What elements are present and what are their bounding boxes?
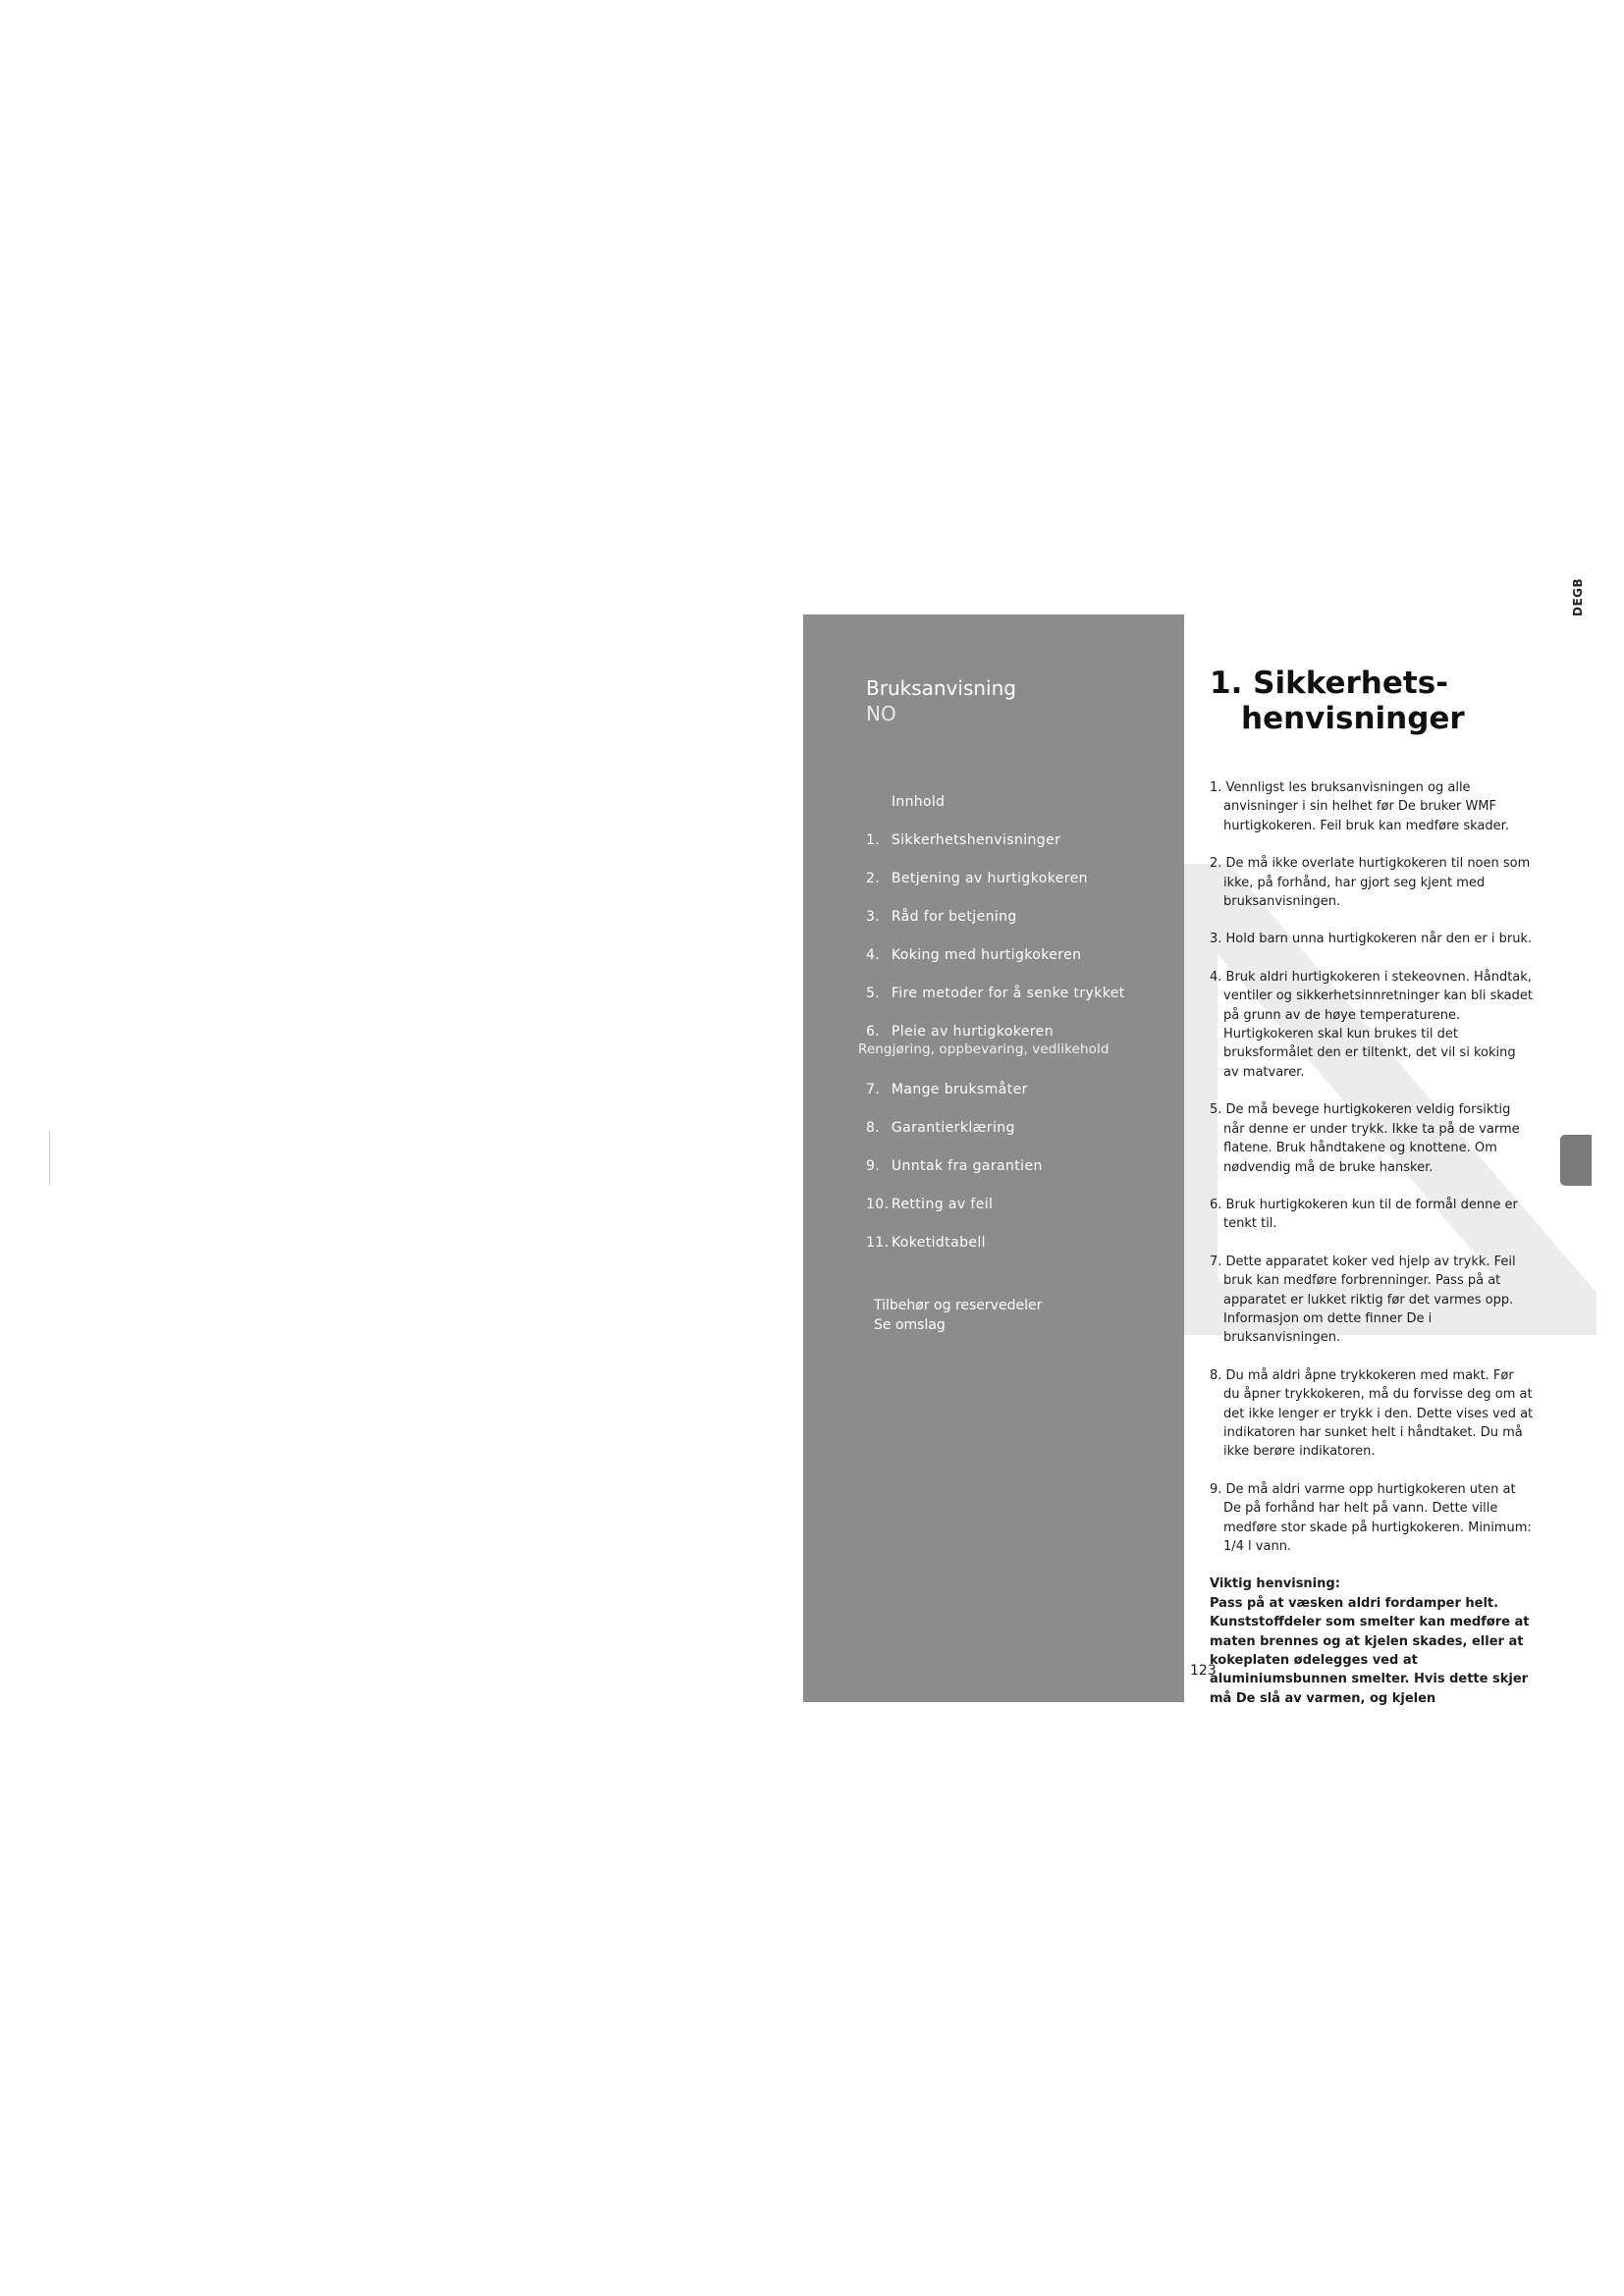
sidebar <box>803 614 1184 1702</box>
page-number: 123 <box>1190 1663 1217 1679</box>
table-of-contents <box>858 831 1125 1272</box>
accessories-title: Tilbehør og reservedeler <box>874 1298 1043 1313</box>
toc-label: Pleie av hurtigkokeren <box>891 1024 1054 1040</box>
toc-sublabel: Rengjøring, oppbevaring, vedlikehold <box>858 1041 1110 1057</box>
language-code: DEGB <box>1571 577 1585 616</box>
instruction-item: 6. Bruk hurtigkokeren kun til de formål denne er tenkt til. <box>1210 1197 1518 1232</box>
section-title <box>1210 666 1465 736</box>
toc-item[interactable] <box>858 1023 1125 1081</box>
toc-heading: Innhold <box>892 794 946 810</box>
important-note-text: Pass på at væsken aldri fordamper helt. Kunststoffdeler som smelter kan medføre at maten brennes og at kjelen skades, eller at kokeplaten ødelegges ved at aluminiumsbunnen smelter. Hvis dette skjer må De slå av varmen, og kjelen <box>1210 1595 1530 1706</box>
instruction-item: 5. De må bevege hurtigkokeren veldig forsiktig når denne er under trykk. Ikke ta på de varme flatene. Bruk håndtakene og knottene. Om nødvendig må de bruke hansker. <box>1210 1102 1520 1175</box>
instruction-item: 3. Hold barn unna hurtigkokeren når den er i bruk. <box>1210 932 1533 947</box>
toc-number: 7. <box>866 1082 881 1097</box>
toc-label: Garantierklæring <box>891 1120 1015 1136</box>
toc-number: 9. <box>866 1158 881 1174</box>
toc-label: Råd for betjening <box>891 909 1017 925</box>
toc-item[interactable] <box>866 908 1125 946</box>
safety-instructions <box>1210 778 1534 1708</box>
instruction-item: 2. De må ikke overlate hurtigkokeren til noen som ikke, på forhånd, har gjort seg kjent med bruksanvisningen. <box>1210 856 1531 910</box>
toc-number: 11. <box>866 1235 890 1251</box>
toc-item[interactable] <box>866 1119 1125 1157</box>
toc-number: 2. <box>866 871 881 886</box>
toc-number: 8. <box>866 1120 881 1136</box>
instruction-item: 7. Dette apparatet koker ved hjelp av trykk. Feil bruk kan medføre forbrenninger. Pass på at apparatet er lukket riktig før det varmes opp. Informasjon om dette finner De i bruksanvisningen. <box>1210 1254 1516 1346</box>
margin-mark <box>49 1131 50 1186</box>
accessories-block <box>874 1296 1042 1335</box>
toc-item[interactable] <box>866 870 1125 908</box>
toc-label: Unntak fra garantien <box>891 1158 1043 1174</box>
toc-label: Mange bruksmåter <box>891 1082 1028 1097</box>
section-title-line1: 1. Sikkerhets- <box>1210 666 1449 701</box>
toc-item[interactable] <box>866 1081 1125 1119</box>
manual-title: Bruksanvisning <box>866 676 1016 700</box>
accessories-note: Se omslag <box>874 1317 946 1333</box>
important-note-heading: Viktig henvisning: <box>1210 1576 1340 1592</box>
section-tab <box>1560 1135 1592 1186</box>
toc-label: Fire metoder for å senke trykket <box>891 986 1125 1001</box>
toc-label: Koking med hurtigkokeren <box>891 947 1082 963</box>
toc-item[interactable] <box>866 1196 1125 1234</box>
toc-item[interactable] <box>866 831 1125 870</box>
toc-number: 6. <box>866 1024 881 1040</box>
instruction-item: 4. Bruk aldri hurtigkokeren i stekeovnen. Håndtak, ventiler og sikkerhetsinnretninger kan bli skadet på grunn av de høye temperaturene. Hurtigkokeren skal kun brukes til det bruksformålet den er tiltenkt, det vil si koking av matvarer. <box>1210 969 1533 1080</box>
instruction-item: 9. De må aldri varme opp hurtigkokeren uten at De på forhånd har helt på vann. Dette ville medføre stor skade på hurtigkokeren. Minimum: 1/4 l vann. <box>1210 1481 1532 1554</box>
toc-item[interactable] <box>866 1157 1125 1196</box>
instruction-item: 1. Vennligst les bruksanvisningen og alle anvisninger i sin helhet før De bruker WMF hurtigkokeren. Feil bruk kan medføre skader. <box>1210 780 1509 833</box>
toc-number: 10. <box>866 1197 890 1212</box>
toc-item[interactable] <box>866 985 1125 1023</box>
toc-number: 3. <box>866 909 881 925</box>
toc-label: Koketidtabell <box>891 1235 986 1251</box>
section-title-line2: henvisninger <box>1241 701 1465 736</box>
important-note <box>1210 1575 1534 1708</box>
toc-number: 5. <box>866 986 881 1001</box>
toc-item[interactable] <box>866 1234 1125 1272</box>
toc-number: 4. <box>866 947 881 963</box>
instruction-item: 8. Du må aldri åpne trykkokeren med makt. Før du åpner trykkokeren, må du forvisse deg om at det ikke lenger er trykk i den. Dette vises ved at indikatoren har sunket helt i håndtaket. Du må ikke berøre indikatoren. <box>1210 1367 1534 1460</box>
toc-label: Betjening av hurtigkokeren <box>891 871 1088 886</box>
toc-item[interactable] <box>866 946 1125 985</box>
manual-language: NO <box>866 702 896 725</box>
toc-number: 1. <box>866 832 881 848</box>
toc-label: Sikkerhetshenvisninger <box>891 832 1061 848</box>
toc-label: Retting av feil <box>891 1197 994 1212</box>
